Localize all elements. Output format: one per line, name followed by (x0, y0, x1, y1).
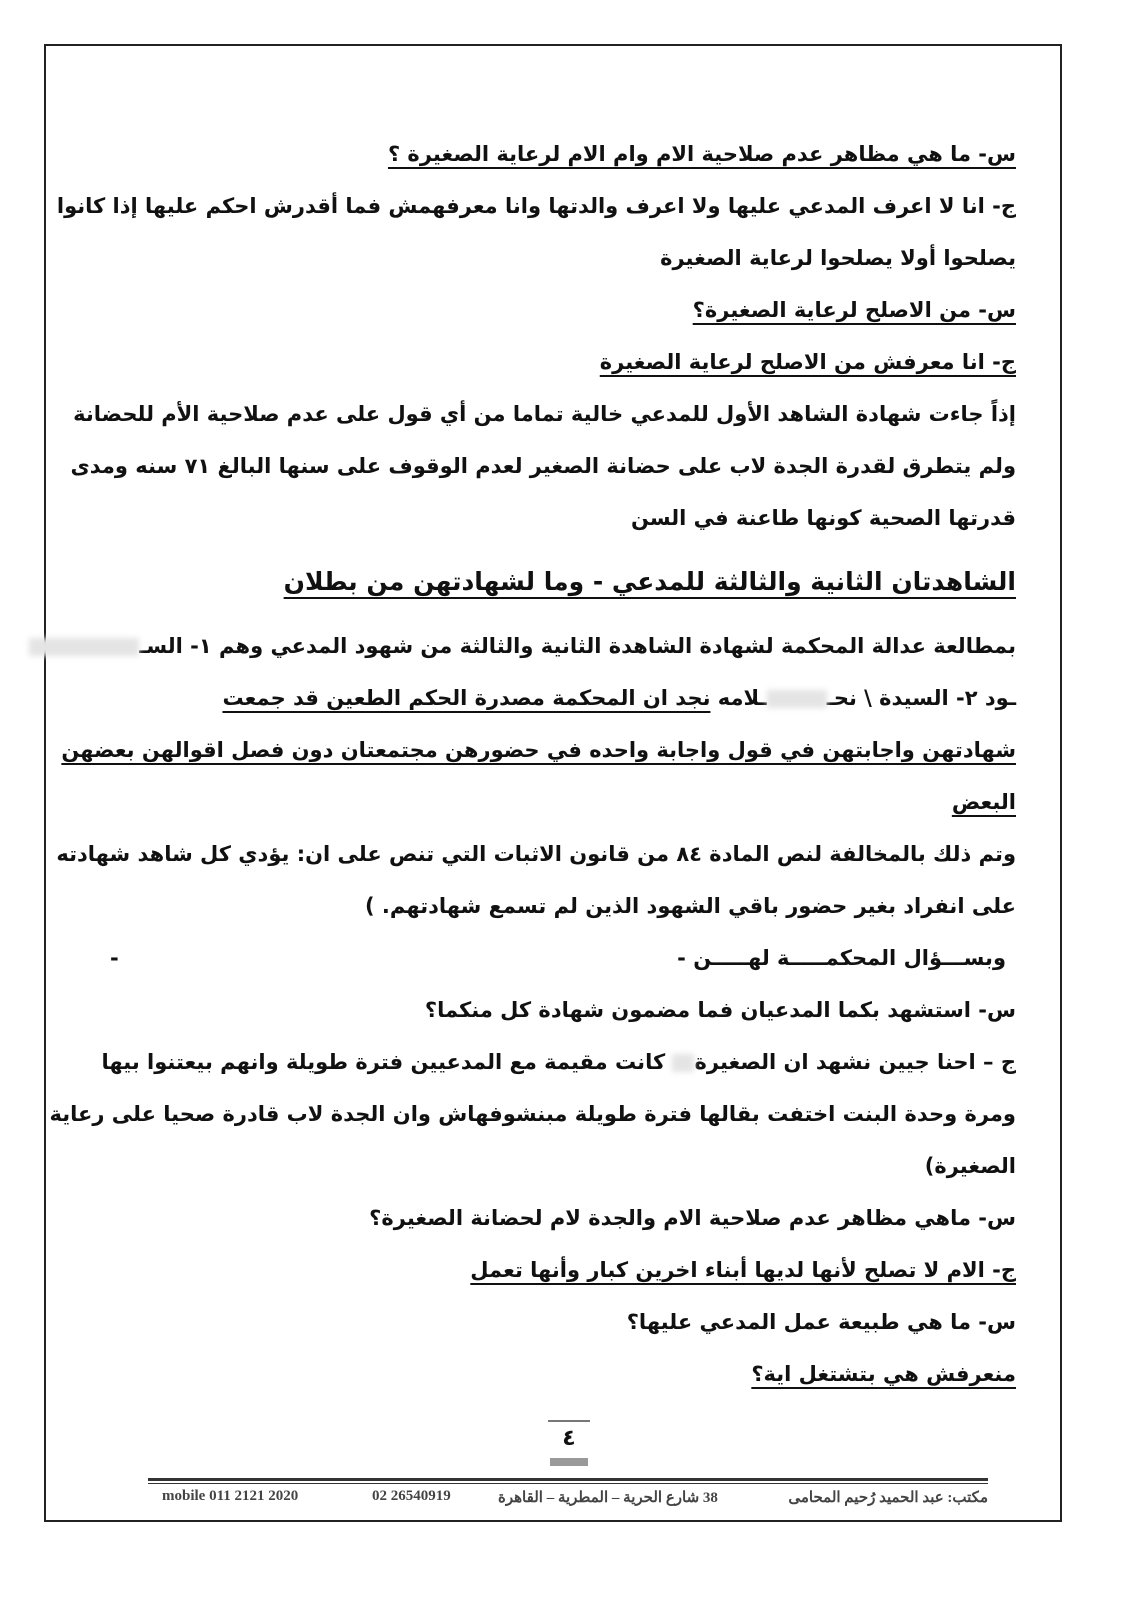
question-2-text: س- من الاصلح لرعاية الصغيرة؟ (692, 298, 1016, 322)
answer-1-line-2: يصلحوا أولا يصلحوا لرعاية الصغيرة (660, 246, 1016, 270)
answer-4 (110, 1244, 1016, 1296)
paragraph-3-line-1: وتم ذلك بالمخالفة لنص المادة ٨٤ من قانون الاثبات التي تنص على ان: يؤدي كل شاهد شهادته (56, 842, 1016, 866)
paragraph-2-line-3: شهادتهن واجابتهن في قول واجابة واحده في حضورهن مجتمعتان دون فصل اقوالهن بعضهن (61, 738, 1016, 762)
paragraph-1-line-2: ولم يتطرق لقدرة الجدة لاب على حضانة الصغير لعدم الوقوف على سنها البالغ ٧١ سنه ومدى (70, 454, 1016, 478)
answer-3-line-2: ومرة وحدة البنت اختفت بقالها فترة طويلة مبنشوفهاش وان الجدة لاب قادرة صحيا على رعاية (49, 1102, 1016, 1126)
paragraph-2-line-2-mid: ـلامه (717, 686, 767, 710)
footer-phone: 02 26540919 (372, 1488, 451, 1504)
answer-2 (110, 336, 1016, 388)
paragraph-2-line-1-text: بمطالعة عدالة المحكمة لشهادة الشاهدة الثانية والثالثة من شهود المدعي وهم ١- السـ (139, 634, 1016, 658)
court-question-text: وبســـؤال المحكمـــــة لهـــــن - (677, 946, 1006, 970)
page-number (548, 1420, 590, 1472)
paragraph-2-line-1 (110, 620, 1016, 672)
question-3: س- استشهد بكما المدعيان فما مضمون شهادة كل منكما؟ (424, 998, 1016, 1022)
paragraph-2-line-4 (110, 776, 1016, 828)
answer-5 (110, 1348, 1016, 1400)
footer-mobile: mobile 011 2121 2020 (162, 1488, 299, 1504)
redacted-name-1 (29, 638, 139, 656)
footer (150, 1484, 988, 1510)
answer-5-text: منعرفش هي بتشتغل اية؟ (751, 1362, 1016, 1386)
section-heading-text: الشاهدتان الثانية والثالثة للمدعي - وما لشهادتهن من بطلان (283, 567, 1016, 596)
paragraph-1-line-3: قدرتها الصحية كونها طاعنة في السن (630, 506, 1016, 530)
page-number-text: ٤ (562, 1426, 576, 1451)
answer-3-line-1-start: ج – احنا جيين نشهد ان الصغيرة (694, 1050, 1016, 1074)
document-body (49, 128, 1016, 1400)
page-number-bar (550, 1458, 588, 1466)
answer-3-line-3: الصغيرة) (924, 1154, 1016, 1178)
redacted-name-3 (672, 1054, 694, 1072)
question-2 (110, 284, 1016, 336)
footer-address: 38 شارع الحرية – المطرية – القاهرة (498, 1490, 718, 1506)
paragraph-2-line-2-end: نجد ان المحكمة مصدرة الحكم الطعين قد جمعت (222, 686, 711, 710)
footer-rule (148, 1478, 988, 1481)
question-1: س- ما هي مظاهر عدم صلاحية الام وام الام لرعاية الصغيرة ؟ (387, 142, 1016, 166)
answer-2-text: ج- انا معرفش من الاصلح لرعاية الصغيرة (599, 350, 1016, 374)
answer-3-line-1-end: كانت مقيمة مع المدعيين فترة طويلة وانهم بيعتنوا بيها (101, 1050, 666, 1074)
question-5: س- ما هي طبيعة عمل المدعي عليها؟ (626, 1310, 1016, 1334)
answer-4-text: ج- الام لا تصلح لأنها لديها أبناء اخرين كبار وأنها تعمل (470, 1258, 1016, 1282)
answer-1-line-1: ج- انا لا اعرف المدعي عليها ولا اعرف والدتها وانا معرفهمش فما أقدرش احكم عليها إذا كانوا (56, 194, 1016, 218)
page-number-top-rule (548, 1420, 590, 1422)
section-heading (110, 552, 1016, 612)
paragraph-2-line-4-text: البعض (951, 790, 1016, 814)
question-4: س- ماهي مظاهر عدم صلاحية الام والجدة لام لحضانة الصغيرة؟ (369, 1206, 1016, 1230)
court-question-dash: - (110, 946, 119, 970)
court-question-intro (110, 932, 1016, 984)
paragraph-2-line-2 (110, 672, 1016, 724)
answer-3-line-1 (101, 1036, 1016, 1088)
paragraph-1-line-1: إذاً جاءت شهادة الشاهد الأول للمدعي خالية تماما من أي قول على عدم صلاحية الأم للحضانة (73, 402, 1016, 426)
footer-office: مكتب: عبد الحميد رُحيم المحامى (788, 1490, 988, 1506)
paragraph-2-line-2-start: ـود ٢- السيدة \ نحـ (826, 686, 1016, 710)
redacted-name-2 (767, 690, 827, 708)
paragraph-3-line-2: على انفراد بغير حضور باقي الشهود الذين لم تسمع شهادتهم. ) (365, 894, 1016, 918)
